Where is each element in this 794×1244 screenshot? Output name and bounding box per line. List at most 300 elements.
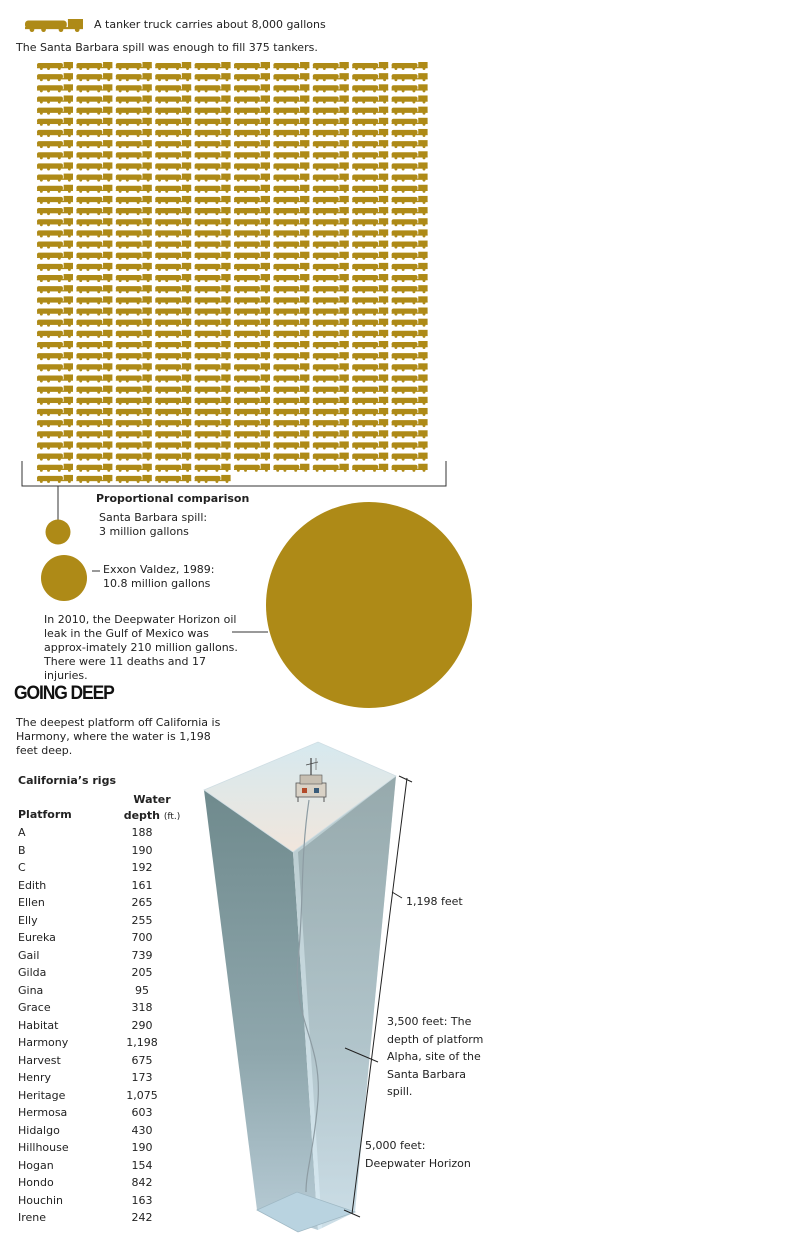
tanker-mark bbox=[116, 84, 152, 92]
tanker-mark bbox=[273, 374, 309, 382]
tanker-mark bbox=[273, 363, 309, 371]
table-row bbox=[18, 859, 162, 877]
tanker-mark bbox=[352, 464, 388, 472]
tanker-mark bbox=[116, 319, 152, 327]
platform-depth: 675 bbox=[131, 1053, 153, 1067]
tanker-mark bbox=[76, 151, 112, 159]
tanker-mark bbox=[313, 241, 349, 249]
tanker-mark bbox=[234, 352, 270, 360]
tanker-mark bbox=[234, 386, 270, 394]
platform-name: Henry bbox=[18, 1071, 52, 1085]
tanker-mark bbox=[37, 95, 73, 103]
tanker-mark bbox=[313, 263, 349, 271]
tanker-mark bbox=[195, 397, 231, 405]
platform-depth: 430 bbox=[131, 1123, 153, 1137]
tanker-mark bbox=[155, 107, 191, 115]
tanker-mark bbox=[76, 174, 112, 182]
tanker-mark bbox=[195, 296, 231, 304]
tanker-mark bbox=[195, 252, 231, 260]
tanker-mark bbox=[76, 162, 112, 170]
tanker-mark bbox=[37, 185, 73, 193]
tanker-mark bbox=[392, 95, 428, 103]
tanker-mark bbox=[195, 330, 231, 338]
tanker-mark bbox=[195, 419, 231, 427]
tanker-mark bbox=[273, 62, 309, 70]
tanker-mark bbox=[116, 218, 152, 226]
tanker-mark bbox=[155, 386, 191, 394]
table-row bbox=[18, 912, 162, 930]
platform-name: Hillhouse bbox=[18, 1141, 69, 1155]
tanker-mark bbox=[195, 162, 231, 170]
tanker-mark bbox=[116, 252, 152, 260]
tanker-mark bbox=[313, 229, 349, 237]
exxon-line2: 10.8 million gallons bbox=[103, 577, 211, 590]
santa-barbara-line1: Santa Barbara spill: bbox=[99, 511, 208, 524]
tanker-mark bbox=[273, 252, 309, 260]
platform-name: B bbox=[18, 843, 26, 857]
tanker-mark bbox=[195, 386, 231, 394]
tanker-mark bbox=[392, 363, 428, 371]
tanker-mark bbox=[234, 430, 270, 438]
tanker-mark bbox=[116, 129, 152, 137]
platform-depth: 95 bbox=[135, 983, 149, 997]
tanker-mark bbox=[155, 441, 191, 449]
table-row bbox=[18, 964, 162, 982]
proportional-title: Proportional comparison bbox=[96, 492, 250, 505]
tanker-mark bbox=[352, 73, 388, 81]
tanker-mark bbox=[37, 430, 73, 438]
tanker-mark bbox=[155, 363, 191, 371]
tanker-mark bbox=[195, 308, 231, 316]
section-heading: GOING DEEP bbox=[14, 683, 114, 704]
tanker-mark bbox=[352, 140, 388, 148]
tanker-mark bbox=[273, 319, 309, 327]
tanker-mark bbox=[273, 274, 309, 282]
tanker-mark bbox=[155, 296, 191, 304]
tanker-mark bbox=[313, 107, 349, 115]
tanker-mark bbox=[234, 95, 270, 103]
santa-barbara-label bbox=[99, 511, 207, 539]
platform-depth: 205 bbox=[131, 966, 153, 980]
tanker-mark bbox=[313, 196, 349, 204]
table-row bbox=[18, 877, 162, 895]
tanker-mark bbox=[37, 218, 73, 226]
tanker-mark bbox=[76, 408, 112, 416]
tanker-mark bbox=[313, 174, 349, 182]
tanker-mark bbox=[352, 319, 388, 327]
tanker-mark bbox=[155, 308, 191, 316]
tanker-mark bbox=[155, 207, 191, 215]
tanker-mark bbox=[37, 419, 73, 427]
tanker-mark bbox=[313, 207, 349, 215]
tanker-mark bbox=[195, 430, 231, 438]
table-row bbox=[18, 1087, 162, 1105]
tanker-mark bbox=[76, 107, 112, 115]
santa-barbara-circle bbox=[46, 520, 71, 545]
tanker-mark bbox=[155, 229, 191, 237]
tanker-mark bbox=[234, 62, 270, 70]
scale-tick-top bbox=[399, 776, 412, 782]
table-row bbox=[18, 1034, 162, 1052]
tanker-mark bbox=[155, 73, 191, 81]
col-header-depth-unit: (ft.) bbox=[163, 812, 181, 822]
tanker-mark bbox=[234, 174, 270, 182]
tanker-mark bbox=[116, 453, 152, 461]
tanker-mark bbox=[195, 84, 231, 92]
tanker-mark bbox=[273, 397, 309, 405]
tanker-mark bbox=[313, 374, 349, 382]
tanker-mark bbox=[352, 453, 388, 461]
platform-name: Harvest bbox=[18, 1053, 61, 1067]
tanker-mark bbox=[116, 151, 152, 159]
tanker-mark bbox=[76, 464, 112, 472]
tanker-mark bbox=[352, 252, 388, 260]
tanker-mark bbox=[76, 308, 112, 316]
tanker-mark bbox=[155, 374, 191, 382]
exxon-valdez-circle bbox=[41, 555, 87, 601]
tanker-mark bbox=[273, 140, 309, 148]
platform-depth: 318 bbox=[131, 1001, 153, 1015]
tanker-mark bbox=[392, 263, 428, 271]
platform-depth: 265 bbox=[131, 896, 153, 910]
tanker-mark bbox=[116, 174, 152, 182]
table-row bbox=[18, 1174, 162, 1192]
tanker-mark bbox=[313, 441, 349, 449]
tanker-mark bbox=[352, 185, 388, 193]
tanker-mark bbox=[273, 107, 309, 115]
tanker-mark bbox=[234, 263, 270, 271]
platform-depth: 739 bbox=[131, 948, 153, 962]
tanker-mark bbox=[313, 118, 349, 126]
tanker-mark bbox=[234, 363, 270, 371]
platform-name: C bbox=[18, 861, 26, 875]
tanker-mark bbox=[313, 129, 349, 137]
tanker-mark bbox=[76, 185, 112, 193]
tanker-mark bbox=[313, 464, 349, 472]
tanker-mark bbox=[273, 174, 309, 182]
table-row bbox=[18, 1192, 162, 1210]
tanker-mark bbox=[313, 162, 349, 170]
tanker-mark bbox=[234, 73, 270, 81]
tanker-mark bbox=[392, 397, 428, 405]
col-header-depth bbox=[122, 792, 182, 825]
tanker-mark bbox=[352, 330, 388, 338]
tanker-mark bbox=[392, 352, 428, 360]
annotation-5000: 5,000 feet: Deepwater Horizon bbox=[365, 1139, 471, 1170]
tanker-mark bbox=[195, 118, 231, 126]
tanker-mark bbox=[273, 229, 309, 237]
platform-name: Elly bbox=[18, 913, 38, 927]
tanker-mark bbox=[313, 73, 349, 81]
table-row bbox=[18, 842, 162, 860]
tanker-mark bbox=[116, 196, 152, 204]
tanker-mark bbox=[273, 453, 309, 461]
tanker-mark bbox=[37, 464, 73, 472]
tanker-mark bbox=[76, 263, 112, 271]
platform-name: Hidalgo bbox=[18, 1123, 60, 1137]
tanker-mark bbox=[116, 62, 152, 70]
table-row bbox=[18, 929, 162, 947]
tanker-mark bbox=[37, 196, 73, 204]
tanker-mark bbox=[76, 441, 112, 449]
tanker-mark bbox=[313, 453, 349, 461]
platform-depth: 163 bbox=[131, 1193, 153, 1207]
tanker-mark bbox=[313, 319, 349, 327]
tanker-mark bbox=[273, 430, 309, 438]
tanker-mark bbox=[155, 252, 191, 260]
tanker-mark bbox=[195, 285, 231, 293]
tanker-mark bbox=[116, 352, 152, 360]
platform-name: Habitat bbox=[18, 1018, 59, 1032]
tanker-mark bbox=[155, 162, 191, 170]
tanker-mark bbox=[352, 207, 388, 215]
platform-name: Irene bbox=[18, 1211, 47, 1225]
pictogram-intro: The Santa Barbara spill was enough to fill 375 tankers. bbox=[16, 41, 318, 54]
tanker-mark bbox=[116, 140, 152, 148]
tanker-mark bbox=[234, 285, 270, 293]
tanker-mark bbox=[392, 229, 428, 237]
tanker-mark bbox=[195, 363, 231, 371]
tanker-mark bbox=[37, 174, 73, 182]
tanker-mark bbox=[313, 151, 349, 159]
platform-depth: 161 bbox=[131, 878, 153, 892]
tanker-mark bbox=[234, 397, 270, 405]
tanker-mark bbox=[352, 162, 388, 170]
tanker-mark bbox=[155, 475, 191, 483]
tanker-mark bbox=[195, 341, 231, 349]
tanker-mark bbox=[273, 296, 309, 304]
tanker-mark bbox=[273, 73, 309, 81]
deepwater-horizon-label: In 2010, the Deepwater Horizon oil leak in the Gulf of Mexico was approx-imately 210 million gallons. There were 11 deaths and 17 injuries. bbox=[44, 613, 238, 682]
tanker-mark bbox=[234, 274, 270, 282]
tanker-mark bbox=[76, 129, 112, 137]
tanker-mark bbox=[195, 62, 231, 70]
tanker-mark bbox=[273, 241, 309, 249]
tanker-mark bbox=[313, 352, 349, 360]
tanker-mark bbox=[76, 62, 112, 70]
tanker-mark bbox=[76, 140, 112, 148]
tanker-mark bbox=[37, 107, 73, 115]
tanker-mark bbox=[313, 330, 349, 338]
platform-depth: 255 bbox=[131, 913, 153, 927]
annotation-1198: 1,198 feet bbox=[406, 895, 463, 908]
tanker-mark bbox=[234, 330, 270, 338]
tanker-mark bbox=[313, 274, 349, 282]
tanker-mark bbox=[352, 263, 388, 271]
tanker-mark bbox=[234, 441, 270, 449]
tanker-mark bbox=[76, 430, 112, 438]
tanker-mark bbox=[155, 453, 191, 461]
tanker-mark bbox=[37, 285, 73, 293]
tanker-mark bbox=[392, 241, 428, 249]
col-header-depth-line1: Water bbox=[133, 793, 171, 806]
tanker-mark bbox=[37, 151, 73, 159]
tanker-mark bbox=[234, 374, 270, 382]
tanker-mark bbox=[195, 263, 231, 271]
tanker-mark bbox=[234, 408, 270, 416]
tanker-mark bbox=[392, 319, 428, 327]
deepwater-horizon-circle bbox=[266, 502, 472, 708]
tanker-mark bbox=[76, 218, 112, 226]
tanker-mark bbox=[76, 330, 112, 338]
tanker-grid bbox=[37, 62, 428, 483]
rigs-table-title: California’s rigs bbox=[18, 774, 117, 787]
tanker-mark bbox=[234, 229, 270, 237]
tanker-mark bbox=[195, 352, 231, 360]
tanker-mark bbox=[37, 441, 73, 449]
platform-name: Ellen bbox=[18, 896, 45, 910]
tanker-mark bbox=[195, 196, 231, 204]
platform-depth: 290 bbox=[131, 1018, 153, 1032]
tanker-mark bbox=[392, 419, 428, 427]
tanker-mark bbox=[352, 118, 388, 126]
tanker-mark bbox=[392, 162, 428, 170]
tanker-mark bbox=[76, 363, 112, 371]
tanker-mark bbox=[392, 196, 428, 204]
tanker-mark bbox=[392, 252, 428, 260]
table-row bbox=[18, 1122, 162, 1140]
tanker-mark bbox=[155, 419, 191, 427]
tanker-mark bbox=[155, 341, 191, 349]
tanker-mark bbox=[37, 73, 73, 81]
platform-name: Hermosa bbox=[18, 1106, 68, 1120]
tanker-mark bbox=[352, 430, 388, 438]
tanker-mark bbox=[392, 151, 428, 159]
tanker-mark bbox=[155, 95, 191, 103]
platform-depth: 242 bbox=[131, 1211, 153, 1225]
tanker-mark bbox=[116, 263, 152, 271]
tanker-mark bbox=[37, 241, 73, 249]
tanker-mark bbox=[392, 330, 428, 338]
tanker-mark bbox=[234, 319, 270, 327]
tanker-mark bbox=[116, 397, 152, 405]
platform-depth: 190 bbox=[131, 1141, 153, 1155]
tanker-mark bbox=[313, 430, 349, 438]
platform-name: A bbox=[18, 826, 26, 840]
tanker-mark bbox=[195, 319, 231, 327]
table-row bbox=[18, 824, 162, 842]
table-row bbox=[18, 894, 162, 912]
santa-barbara-line2: 3 million gallons bbox=[99, 525, 189, 538]
tanker-mark bbox=[37, 84, 73, 92]
col-header-platform: Platform bbox=[18, 808, 72, 821]
tanker-mark bbox=[195, 151, 231, 159]
going-deep-intro: The deepest platform off California is Harmony, where the water is 1,198 feet deep. bbox=[16, 716, 221, 757]
tanker-mark bbox=[392, 207, 428, 215]
platform-depth: 188 bbox=[131, 826, 153, 840]
platform-name: Edith bbox=[18, 878, 47, 892]
tanker-mark bbox=[273, 218, 309, 226]
platform-depth: 154 bbox=[131, 1158, 153, 1172]
tanker-mark bbox=[195, 453, 231, 461]
tanker-mark bbox=[392, 129, 428, 137]
tanker-mark bbox=[352, 95, 388, 103]
tanker-mark bbox=[352, 374, 388, 382]
tanker-mark bbox=[273, 118, 309, 126]
tanker-mark bbox=[155, 274, 191, 282]
tanker-mark bbox=[234, 196, 270, 204]
tanker-mark bbox=[195, 441, 231, 449]
tanker-mark bbox=[392, 62, 428, 70]
platform-name: Gilda bbox=[18, 966, 47, 980]
platform-depth: 842 bbox=[131, 1176, 153, 1190]
tick-1198 bbox=[392, 892, 402, 898]
tanker-mark bbox=[273, 84, 309, 92]
tanker-mark bbox=[116, 308, 152, 316]
tanker-mark bbox=[352, 308, 388, 316]
tanker-mark bbox=[155, 241, 191, 249]
tanker-mark bbox=[234, 218, 270, 226]
tanker-mark bbox=[392, 308, 428, 316]
tanker-mark bbox=[116, 475, 152, 483]
tanker-mark bbox=[37, 252, 73, 260]
tanker-mark bbox=[76, 296, 112, 304]
table-row bbox=[18, 947, 162, 965]
tanker-mark bbox=[37, 408, 73, 416]
tanker-mark bbox=[116, 464, 152, 472]
tanker-mark bbox=[116, 386, 152, 394]
tanker-mark bbox=[37, 140, 73, 148]
tanker-mark bbox=[195, 174, 231, 182]
tanker-mark bbox=[234, 151, 270, 159]
tanker-mark bbox=[76, 207, 112, 215]
tanker-mark bbox=[76, 386, 112, 394]
tanker-mark bbox=[352, 341, 388, 349]
tanker-mark bbox=[37, 341, 73, 349]
tanker-mark bbox=[195, 229, 231, 237]
tanker-mark bbox=[313, 185, 349, 193]
tanker-mark bbox=[195, 129, 231, 137]
tanker-mark bbox=[313, 296, 349, 304]
tanker-mark bbox=[234, 107, 270, 115]
tanker-mark bbox=[37, 118, 73, 126]
tanker-mark bbox=[76, 285, 112, 293]
tanker-mark bbox=[273, 330, 309, 338]
tanker-mark bbox=[313, 140, 349, 148]
tanker-mark bbox=[195, 464, 231, 472]
tanker-mark bbox=[234, 252, 270, 260]
tanker-mark bbox=[392, 341, 428, 349]
tanker-mark bbox=[76, 419, 112, 427]
tanker-mark bbox=[234, 308, 270, 316]
tanker-mark bbox=[273, 408, 309, 416]
tanker-mark bbox=[392, 174, 428, 182]
tanker-mark bbox=[392, 285, 428, 293]
tanker-mark bbox=[37, 207, 73, 215]
tanker-mark bbox=[116, 341, 152, 349]
table-row bbox=[18, 1069, 162, 1087]
tanker-mark bbox=[352, 408, 388, 416]
tanker-mark bbox=[352, 62, 388, 70]
tanker-mark bbox=[76, 196, 112, 204]
tanker-mark bbox=[352, 285, 388, 293]
col-header-depth-word: depth bbox=[123, 809, 161, 822]
tanker-mark bbox=[76, 118, 112, 126]
tanker-mark bbox=[37, 62, 73, 70]
platform-depth: 700 bbox=[131, 931, 153, 945]
tanker-mark bbox=[392, 274, 428, 282]
tanker-mark bbox=[37, 319, 73, 327]
tanker-mark bbox=[273, 441, 309, 449]
tanker-mark bbox=[155, 84, 191, 92]
tanker-mark bbox=[116, 285, 152, 293]
tanker-mark bbox=[313, 341, 349, 349]
tanker-mark bbox=[273, 207, 309, 215]
tanker-mark bbox=[116, 441, 152, 449]
tanker-mark bbox=[195, 241, 231, 249]
tanker-mark bbox=[116, 430, 152, 438]
platform-name: Eureka bbox=[18, 931, 56, 945]
